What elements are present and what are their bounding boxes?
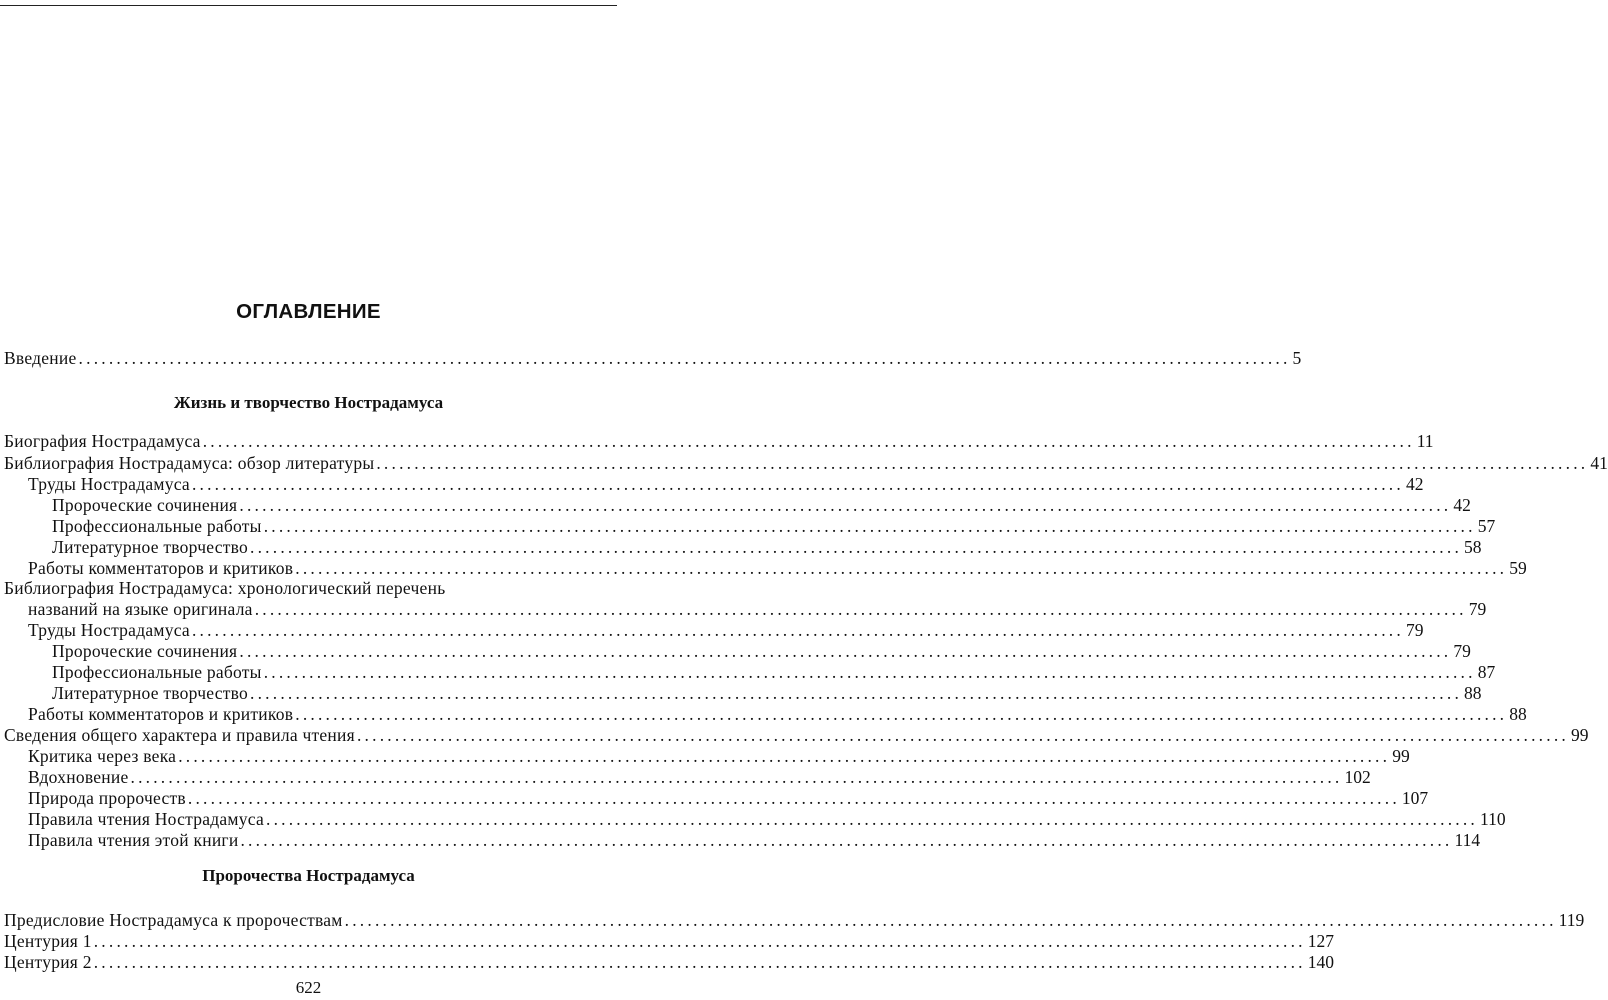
toc-page-number: 102 [1344,767,1371,787]
toc-entry-label: Введение [4,348,77,368]
toc-entry-label: Центурия 1 [4,931,92,951]
toc-entry-label: Правила чтения Нострадамуса [28,809,264,829]
toc-leader: ................................................................................................................................................................ [376,453,1589,473]
toc-entry-label: Предисловие Нострадамуса к пророчествам [4,910,343,930]
toc-page-number: 107 [1401,788,1429,808]
toc-page-number: 5 [1292,348,1302,368]
toc-page-number: 87 [1477,662,1496,682]
toc-entry-label: Пророческие сочинения [52,641,238,661]
toc-page-number: 41 [1590,453,1608,473]
toc-entry-label: Труды Нострадамуса [28,474,190,494]
section-heading-life: Жизнь и творчество Нострадамуса [173,393,444,412]
toc-entry-label: Литературное творчество [52,537,249,557]
toc-entry-label: Профессиональные работы [52,662,262,682]
toc-page-number: 11 [1416,431,1434,451]
toc-page-number: 140 [1307,952,1334,972]
toc-leader: ................................................................................................................................................................ [191,474,1404,494]
toc-page-number: 114 [1454,830,1481,850]
toc-page-number: 57 [1477,516,1496,536]
toc-entry-label: Работы комментаторов и критиков [28,558,294,578]
section-heading-prophecies: Пророчества Нострадамуса [202,866,415,885]
toc-entry-label: Биография Нострадамуса [4,431,201,451]
toc-page-number: 79 [1405,620,1424,640]
toc-entry-label: Правила чтения этой книги [28,830,239,850]
toc-entry-label: Библиография Нострадамуса: обзор литературы [4,453,375,473]
toc-leader: ................................................................................................................................................................ [187,788,1400,808]
page-title: ОГЛАВЛЕНИЕ [236,300,381,323]
toc-page-number: 79 [1468,599,1487,619]
toc-leader: ................................................................................................................................................................ [240,830,1453,850]
toc-entry-inspiration[interactable] [4,766,1371,788]
toc-leader: ................................................................................................................................................................ [78,348,1291,368]
toc-entry-prophetic[interactable] [4,640,1471,662]
toc-entry-nature[interactable] [4,787,1429,809]
toc-page-number: 58 [1464,537,1482,557]
toc-page-number: 110 [1480,809,1506,829]
toc-entry-preface[interactable] [4,909,1585,931]
toc-page-number: 79 [1453,641,1471,661]
toc-entry-label: Вдохновение [28,767,129,787]
page-number: 622 [295,978,322,997]
toc-entry-prophetic[interactable] [4,494,1471,516]
toc-leader: ................................................................................................................................................................ [191,620,1404,640]
toc-leader: ................................................................................................................................................................ [295,558,1508,578]
toc-leader: ................................................................................................................................................................ [266,809,1478,829]
toc-entry-label: Труды Нострадамуса [28,620,190,640]
toc-leader: ................................................................................................................................................................ [250,537,1463,557]
toc-entry-label: Профессиональные работы [52,516,262,536]
toc-entry-label: Литературное творчество [52,683,249,703]
toc-leader: ................................................................................................................................................................ [250,683,1463,703]
toc-entry-rules-book[interactable] [4,829,1481,851]
toc-entry-works[interactable] [4,619,1424,641]
toc-page-number: 88 [1509,704,1527,724]
toc-entry-label: Критика через века [28,746,177,766]
toc-entry-label: Работы комментаторов и критиков [28,704,294,724]
toc-entry-chronological-heading: Библиография Нострадамуса: хронологический перечень [4,578,446,598]
toc-entry-bibliography-review[interactable] [4,452,1608,474]
toc-entry-professional[interactable] [4,515,1496,537]
toc-leader: ................................................................................................................................................................ [93,952,1306,972]
toc-leader: ................................................................................................................................................................ [239,495,1452,515]
toc-leader: ................................................................................................................................................................ [202,431,1415,451]
toc-page-number: 99 [1392,746,1410,766]
toc-entry-literary[interactable] [4,536,1482,558]
toc-leader: ................................................................................................................................................................ [239,641,1452,661]
toc-leader: ................................................................................................................................................................ [263,662,1476,682]
top-rule [0,5,617,6]
toc-entry-general-info[interactable] [4,724,1589,746]
toc-entry-professional[interactable] [4,661,1496,683]
toc-entry-commentators[interactable] [4,557,1527,579]
toc-page-number: 99 [1570,725,1589,745]
toc-entry-intro[interactable] [4,347,1302,369]
toc-leader: ................................................................................................................................................................ [295,704,1508,724]
toc-page-number: 119 [1558,910,1585,930]
toc-entry-label: Пророческие сочинения [52,495,238,515]
toc-leader: ................................................................................................................................................................ [93,931,1306,951]
toc-leader: ................................................................................................................................................................ [356,725,1569,745]
toc-entry-century-2[interactable] [4,951,1334,973]
toc-entry-label: Сведения общего характера и правила чтения [4,725,355,745]
toc-leader: ................................................................................................................................................................ [344,910,1557,930]
toc-entry-criticism[interactable] [4,745,1410,767]
toc-leader: ................................................................................................................................................................ [178,746,1391,766]
toc-entry-commentators[interactable] [4,703,1527,725]
toc-entry-label: Центурия 2 [4,952,92,972]
toc-leader: ................................................................................................................................................................ [263,516,1476,536]
toc-page-number: 127 [1307,931,1334,951]
toc-entry-century-1[interactable] [4,930,1334,952]
toc-page-number: 88 [1464,683,1482,703]
toc-page-number: 42 [1405,474,1424,494]
toc-page-number: 42 [1453,495,1471,515]
toc-entry-label: названий на языке оригинала [28,599,253,619]
toc-page-number: 59 [1509,558,1527,578]
toc-entry-label: Природа пророчеств [28,788,186,808]
toc-entry-literary[interactable] [4,682,1482,704]
toc-entry-works[interactable] [4,473,1424,495]
toc-entry-chronological[interactable] [4,598,1487,620]
toc-leader: ................................................................................................................................................................ [254,599,1467,619]
toc-leader: ................................................................................................................................................................ [130,767,1343,787]
toc-entry-biography[interactable] [4,430,1434,452]
toc-entry-rules-nostradamus[interactable] [4,808,1506,830]
